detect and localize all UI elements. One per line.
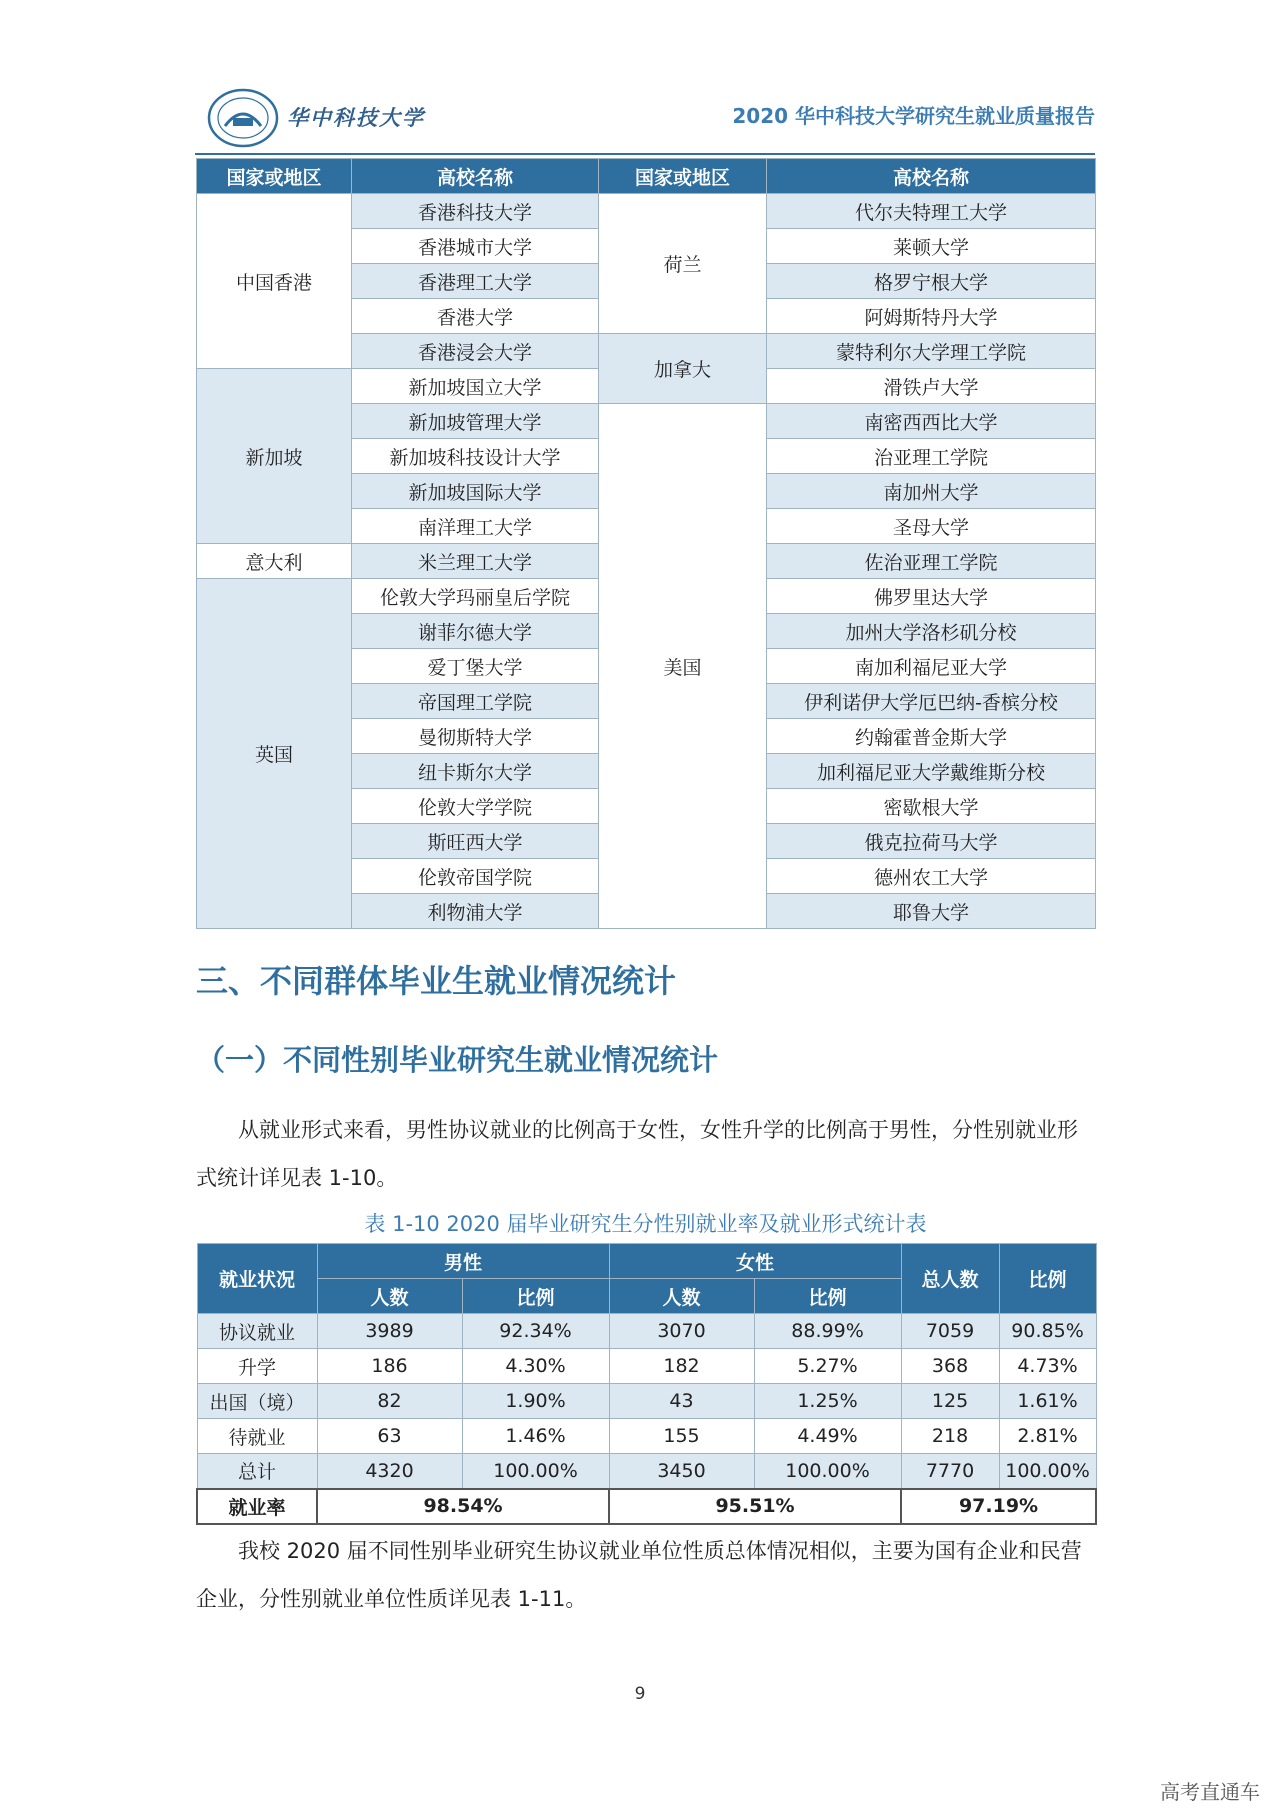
school-cell: 密歇根大学 [767,789,1096,824]
school-cell: 新加坡管理大学 [352,404,599,439]
table-cell: 1.46% [462,1419,609,1454]
school-cell: 蒙特利尔大学理工学院 [767,334,1096,369]
table-caption: 表 1-10 2020 届毕业研究生分性别就业率及就业形式统计表 [364,1212,927,1236]
table-cell: 2.81% [999,1419,1096,1454]
row-label: 总计 [197,1454,317,1489]
table-cell: 1.61% [999,1384,1096,1419]
table-cell: 100.00% [999,1454,1096,1489]
school-cell: 米兰理工大学 [352,544,599,579]
school-cell: 莱顿大学 [767,229,1096,264]
table-cell: 4.30% [462,1349,609,1384]
region-cell: 美国 [599,404,767,929]
table-header-row [197,1244,1096,1279]
page-number: 9 [634,1684,646,1704]
subsection-heading: （一）不同性别毕业研究生就业情况统计 [196,1043,719,1077]
table-cell: 3989 [317,1314,462,1349]
school-cell: 佛罗里达大学 [767,579,1096,614]
table-cell: 218 [901,1419,999,1454]
table-cell: 182 [609,1349,754,1384]
table-cell: 7770 [901,1454,999,1489]
section-heading: 三、不同群体毕业生就业情况统计 [196,962,677,1000]
column-header: 国家或地区 [599,159,767,194]
school-cell: 伦敦大学玛丽皇后学院 [352,579,599,614]
university-logo-text: 华中科技大学 [287,105,425,130]
region-cell: 新加坡 [197,369,352,544]
school-cell: 格罗宁根大学 [767,264,1096,299]
school-cell: 约翰霍普金斯大学 [767,719,1096,754]
school-cell: 新加坡国际大学 [352,474,599,509]
table-cell: 1.25% [754,1384,901,1419]
column-header: 男性 [317,1244,609,1279]
region-cell: 英国 [197,579,352,929]
school-cell: 阿姆斯特丹大学 [767,299,1096,334]
column-header: 比例 [999,1244,1096,1314]
school-cell: 斯旺西大学 [352,824,599,859]
row-label: 升学 [197,1349,317,1384]
school-cell: 香港浸会大学 [352,334,599,369]
table-cell: 125 [901,1384,999,1419]
column-header: 总人数 [901,1244,999,1314]
table-row [197,1384,1096,1419]
column-header: 人数 [317,1279,462,1314]
table-cell: 63 [317,1419,462,1454]
region-cell: 荷兰 [599,194,767,334]
table-row [197,1314,1096,1349]
partner-universities-table [196,158,1096,929]
school-cell: 香港城市大学 [352,229,599,264]
table-row [197,194,1096,229]
table-cell: 3070 [609,1314,754,1349]
school-cell: 南洋理工大学 [352,509,599,544]
region-cell: 加拿大 [599,334,767,404]
school-cell: 香港理工大学 [352,264,599,299]
gender-employment-table [196,1243,1097,1525]
table-cell: 90.85% [999,1314,1096,1349]
school-cell: 南加利福尼亚大学 [767,649,1096,684]
school-cell: 德州农工大学 [767,859,1096,894]
column-header: 女性 [609,1244,901,1279]
row-label: 就业率 [197,1489,317,1524]
table-cell: 100.00% [462,1454,609,1489]
column-header: 就业状况 [197,1244,317,1314]
row-label: 出国（境） [197,1384,317,1419]
table-cell: 82 [317,1384,462,1419]
school-cell: 耶鲁大学 [767,894,1096,929]
school-cell: 俄克拉荷马大学 [767,824,1096,859]
table-cell: 88.99% [754,1314,901,1349]
school-cell: 爱丁堡大学 [352,649,599,684]
region-cell: 中国香港 [197,194,352,369]
row-label: 待就业 [197,1419,317,1454]
table-cell: 155 [609,1419,754,1454]
column-header: 高校名称 [352,159,599,194]
school-cell: 南加州大学 [767,474,1096,509]
school-cell: 新加坡科技设计大学 [352,439,599,474]
school-cell: 利物浦大学 [352,894,599,929]
report-title: 2020 华中科技大学研究生就业质量报告 [732,104,1095,128]
school-cell: 加利福尼亚大学戴维斯分校 [767,754,1096,789]
school-cell: 帝国理工学院 [352,684,599,719]
table-cell: 4.49% [754,1419,901,1454]
table-row [197,1419,1096,1454]
table-cell: 3450 [609,1454,754,1489]
school-cell: 曼彻斯特大学 [352,719,599,754]
table-row [197,1454,1096,1489]
column-header: 高校名称 [767,159,1096,194]
table-row [197,1489,1096,1524]
school-cell: 香港大学 [352,299,599,334]
school-cell: 香港科技大学 [352,194,599,229]
column-header: 人数 [609,1279,754,1314]
table-cell: 43 [609,1384,754,1419]
region-cell: 意大利 [197,544,352,579]
watermark: 高考直通车 [1160,1780,1260,1804]
school-cell: 南密西西比大学 [767,404,1096,439]
table-cell: 1.90% [462,1384,609,1419]
body-paragraph: 从就业形式来看，男性协议就业的比例高于女性，女性升学的比例高于男性，分性别就业形式统计详见表 1-10。 [196,1118,1078,1190]
school-cell: 新加坡国立大学 [352,369,599,404]
table-cell: 5.27% [754,1349,901,1384]
header-divider [195,153,1095,155]
table-cell: 7059 [901,1314,999,1349]
table-cell: 92.34% [462,1314,609,1349]
school-cell: 治亚理工学院 [767,439,1096,474]
page-header [195,82,1095,154]
school-cell: 佐治亚理工学院 [767,544,1096,579]
table-row [197,1349,1096,1384]
table-cell: 4320 [317,1454,462,1489]
table-header-row [197,159,1096,194]
school-cell: 加州大学洛杉矶分校 [767,614,1096,649]
school-cell: 滑铁卢大学 [767,369,1096,404]
school-cell: 伦敦帝国学院 [352,859,599,894]
table-cell: 95.51% [609,1489,901,1524]
body-paragraph: 我校 2020 届不同性别毕业研究生协议就业单位性质总体情况相似，主要为国有企业和民营企业，分性别就业单位性质详见表 1-11。 [196,1539,1082,1611]
table-cell: 100.00% [754,1454,901,1489]
table-cell: 368 [901,1349,999,1384]
school-cell: 代尔夫特理工大学 [767,194,1096,229]
school-cell: 纽卡斯尔大学 [352,754,599,789]
table-cell: 97.19% [901,1489,1096,1524]
table-cell: 4.73% [999,1349,1096,1384]
school-cell: 谢菲尔德大学 [352,614,599,649]
column-header: 国家或地区 [197,159,352,194]
school-cell: 伊利诺伊大学厄巴纳-香槟分校 [767,684,1096,719]
column-header: 比例 [754,1279,901,1314]
school-cell: 伦敦大学学院 [352,789,599,824]
table-cell: 98.54% [317,1489,609,1524]
university-seal-icon [207,88,279,148]
school-cell: 圣母大学 [767,509,1096,544]
row-label: 协议就业 [197,1314,317,1349]
column-header: 比例 [462,1279,609,1314]
table-cell: 186 [317,1349,462,1384]
